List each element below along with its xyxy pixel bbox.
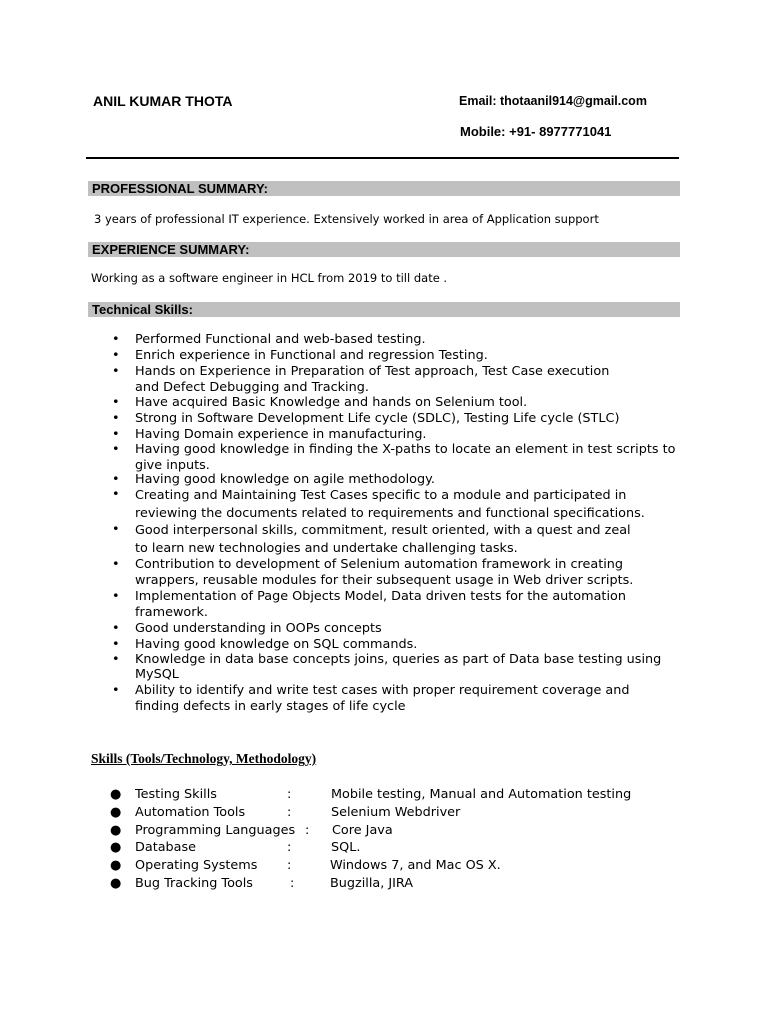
skill-value: Windows 7, and Mac OS X. xyxy=(330,858,501,873)
professional-summary-text: 3 years of professional IT experience. Extensively worked in area of Application support xyxy=(94,212,599,226)
bullet-icon: • xyxy=(112,621,120,636)
bullet-icon: ● xyxy=(110,858,122,873)
technical-skill-text: Enrich experience in Functional and regression Testing. xyxy=(135,348,488,363)
bullet-icon: • xyxy=(112,348,120,363)
bullet-icon: • xyxy=(112,637,120,652)
technical-skill-text: Implementation of Page Objects Model, Data driven tests for the automation xyxy=(135,589,626,604)
email-address: Email: thotaanil914@gmail.com xyxy=(459,94,647,108)
bullet-icon: ● xyxy=(110,840,122,855)
bullet-icon: ● xyxy=(110,805,122,820)
bullet-icon: • xyxy=(112,364,120,379)
bullet-icon: ● xyxy=(110,787,122,802)
bullet-icon: • xyxy=(112,522,120,537)
header-divider xyxy=(86,157,679,159)
technical-skill-text: Good interpersonal skills, commitment, result oriented, with a quest and zeal xyxy=(135,523,631,538)
skill-separator: : xyxy=(287,805,292,820)
candidate-name: ANIL KUMAR THOTA xyxy=(93,93,233,109)
bullet-icon: • xyxy=(112,411,120,426)
skill-value: SQL. xyxy=(331,840,361,855)
technical-skill-text: give inputs. xyxy=(135,457,210,473)
technical-skill-text: and Defect Debugging and Tracking. xyxy=(135,379,369,395)
technical-skill-text: Having Domain experience in manufacturing. xyxy=(135,427,427,442)
experience-summary-heading: EXPERIENCE SUMMARY: xyxy=(92,242,250,257)
technical-skill-text: finding defects in early stages of life cycle xyxy=(135,698,406,714)
technical-skill-text: wrappers, reusable modules for their subsequent usage in Web driver scripts. xyxy=(135,572,634,588)
skill-value: Selenium Webdriver xyxy=(331,805,461,820)
professional-summary-heading: PROFESSIONAL SUMMARY: xyxy=(92,181,268,196)
bullet-icon: • xyxy=(112,395,120,410)
bullet-icon: • xyxy=(112,683,120,698)
technical-skill-text: Creating and Maintaining Test Cases specific to a module and participated in xyxy=(135,488,627,503)
technical-skill-text: Good understanding in OOPs concepts xyxy=(135,621,382,636)
skill-separator: : xyxy=(287,840,292,855)
bullet-icon: • xyxy=(112,442,120,457)
bullet-icon: • xyxy=(112,427,120,442)
skill-label: Operating Systems xyxy=(135,858,258,873)
skill-value: Mobile testing, Manual and Automation testing xyxy=(331,787,632,802)
skill-separator: : xyxy=(305,823,310,838)
bullet-icon: • xyxy=(112,472,120,487)
professional-summary-heading-bar xyxy=(88,181,680,196)
technical-skill-text: Having good knowledge on agile methodology. xyxy=(135,472,435,487)
bullet-icon: • xyxy=(112,652,120,667)
bullet-icon: ● xyxy=(110,823,122,838)
technical-skill-text: Having good knowledge in finding the X-paths to locate an element in test scripts to xyxy=(135,442,676,457)
technical-skill-text: Knowledge in data base concepts joins, queries as part of Data base testing using xyxy=(135,652,662,667)
mobile-number: Mobile: +91- 8977771041 xyxy=(460,124,612,139)
technical-skill-text: Ability to identify and write test cases with proper requirement coverage and xyxy=(135,683,630,698)
skill-label: Automation Tools xyxy=(135,805,246,820)
bullet-icon: ● xyxy=(110,876,122,891)
bullet-icon: • xyxy=(112,557,120,572)
technical-skill-text: Hands on Experience in Preparation of Test approach, Test Case execution xyxy=(135,364,610,379)
technical-skill-text: framework. xyxy=(135,604,208,620)
technical-skill-text: Performed Functional and web-based testing. xyxy=(135,332,426,347)
bullet-icon: • xyxy=(112,487,120,502)
bullet-icon: • xyxy=(112,332,120,347)
skill-separator: : xyxy=(287,858,292,873)
technical-skill-text: Have acquired Basic Knowledge and hands on Selenium tool. xyxy=(135,395,528,410)
skills-heading: Skills (Tools/Technology, Methodology) xyxy=(91,751,317,766)
technical-skill-text: Contribution to development of Selenium automation framework in creating xyxy=(135,557,623,572)
technical-skill-text: Having good knowledge on SQL commands. xyxy=(135,637,418,652)
technical-skill-text: Strong in Software Development Life cycle (SDLC), Testing Life cycle (STLC) xyxy=(135,411,620,426)
experience-summary-heading-bar xyxy=(88,242,680,257)
skill-label: Database xyxy=(135,840,197,855)
skill-label: Testing Skills xyxy=(135,787,217,802)
skill-separator: : xyxy=(290,876,295,891)
technical-skills-heading-bar xyxy=(88,302,680,317)
skill-value: Core Java xyxy=(332,823,393,838)
skill-value: Bugzilla, JIRA xyxy=(330,876,414,891)
technical-skill-text: MySQL xyxy=(135,667,179,682)
technical-skill-text: reviewing the documents related to requirements and functional specifications. xyxy=(135,505,645,521)
skill-label: Programming Languages xyxy=(135,823,296,838)
skill-label: Bug Tracking Tools xyxy=(135,876,253,891)
technical-skill-text: to learn new technologies and undertake challenging tasks. xyxy=(135,541,518,556)
bullet-icon: • xyxy=(112,589,120,604)
experience-summary-text: Working as a software engineer in HCL from 2019 to till date . xyxy=(91,271,448,285)
technical-skills-heading: Technical Skills: xyxy=(92,302,193,317)
skill-separator: : xyxy=(287,787,292,802)
